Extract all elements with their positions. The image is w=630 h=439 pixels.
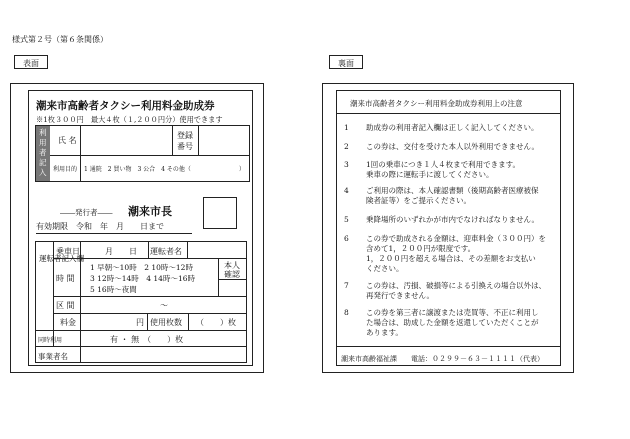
back-item-8: 8 この券を第三者に譲渡または売買等、不正に利用し た場合は、助成した金額を返還していただくことが あります。	[344, 308, 539, 337]
section-sep: ～	[160, 301, 168, 310]
count-value[interactable]: （ ）枚	[196, 318, 236, 327]
fare-unit: 円	[136, 318, 144, 327]
back-item-4: 4 ご利用の際は、本人確認書類（後期高齢者医療被保 険者証等）をご提示ください。	[344, 186, 539, 205]
back-item-7: 7 この券は、汚損、破損等による引換えの場合以外は、 再発行できません。	[344, 281, 546, 300]
front-subtitle: ※1枚３００円 最大４枚（１,２００円分）使用できます	[36, 115, 223, 124]
purpose-label: 利用目的	[53, 166, 78, 173]
seal-box	[203, 197, 237, 229]
validity: 有効期限 令和 年 月 日まで	[36, 222, 164, 231]
tab-back-label: 裏面	[338, 59, 354, 68]
date-label: 乗車日	[56, 247, 80, 256]
front-title: 潮来市高齢者タクシー利用料金助成券	[36, 100, 215, 112]
time-slot-1[interactable]: 1 早朝～10時 2 10時～12時	[90, 263, 193, 272]
section-label: 区 間	[56, 301, 75, 310]
time-label: 時 間	[56, 274, 75, 283]
reg-label-2: 番号	[177, 142, 193, 151]
driver-vertical-label: 運転者記入欄	[39, 254, 84, 263]
tab-back	[329, 55, 363, 69]
back-title: 潮来市高齢者タクシー利用料金助成券利用上の注意	[350, 99, 523, 108]
fare-label: 料金	[60, 318, 76, 327]
user-vertical-label: 利用者記入	[39, 128, 47, 177]
driver-name-label: 運転者名	[150, 247, 182, 256]
issuer-prefix: ――発行者――	[60, 208, 113, 217]
back-footer: 潮来市高齢福祉課 電話：０２９９－６３－１１１１（代表）	[341, 355, 544, 363]
time-slot-2[interactable]: 3 12時～14時 4 14時～16時	[90, 274, 195, 283]
issuer-name: 潮来市長	[128, 205, 172, 218]
date-value[interactable]: 月 日	[105, 247, 137, 256]
purpose-options[interactable]: 1 通院 2 買い物 3 公合 4 その他（ ）	[84, 166, 245, 173]
companion-label: 同時利用	[38, 337, 63, 344]
reg-label-1: 登録	[177, 131, 193, 140]
name-label: 氏 名	[58, 136, 77, 145]
back-item-2: 2 この券は、交付を受けた本人以外利用できません。	[344, 142, 539, 151]
time-slot-3[interactable]: 5 16時～夜間	[90, 285, 137, 294]
confirm-label-1: 本人	[224, 261, 240, 270]
count-label: 使用枚数	[150, 318, 182, 327]
back-item-3: 3 1回の乗車につき１人４枚まで利用できます。 乗車の際に運転手に渡してください。	[344, 160, 521, 179]
back-item-5: 5 乗降場所のいずれかが市内でなければなりません。	[344, 215, 539, 224]
companion-value[interactable]: 有 ・ 無 （ ）枚	[110, 335, 184, 344]
back-item-6: 6 この券で助成される金額は、迎車料金（３００円）を 含めて1，２００円が限度です。 1，２００円を超える場合は、その差額をお支払い ください。	[344, 234, 546, 273]
confirm-label-2: 確認	[224, 270, 240, 279]
operator-label: 事業者名	[38, 352, 68, 361]
back-item-1: 1 助成券の利用者記入欄は正しく記入してください。	[344, 123, 539, 132]
tab-front-label: 表面	[23, 59, 39, 68]
tab-front	[14, 55, 48, 69]
name-field[interactable]	[82, 128, 170, 153]
form-code: 様式第２号（第６条関係）	[12, 35, 108, 44]
reg-number-field[interactable]	[200, 128, 248, 153]
